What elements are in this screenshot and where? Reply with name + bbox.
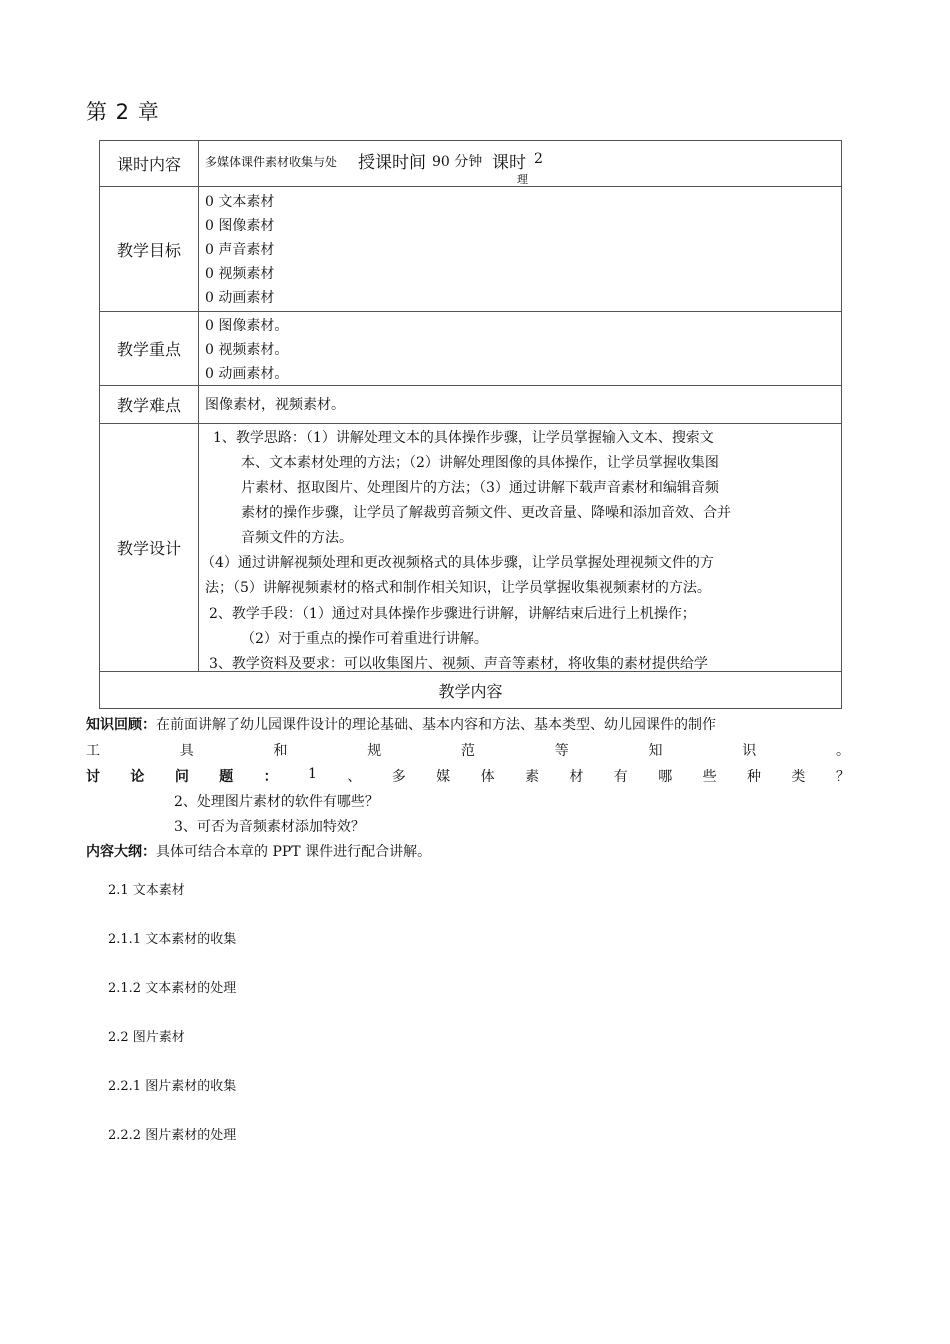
review-char: 。	[836, 743, 850, 759]
outline-item: 2.1 文本素材	[108, 883, 185, 898]
review-char: 具	[179, 743, 194, 759]
design-line: （4）通过讲解视频处理和更改视频格式的具体步骤，让学员掌握处理视频文件的方	[201, 555, 714, 571]
class-hours-value: 2	[534, 151, 543, 167]
focus-item: 0 视频素材。	[205, 342, 289, 358]
teaching-time-label: 授课时间	[358, 153, 426, 173]
content-outline-label: 内容大纲：	[86, 844, 156, 860]
focus-item: 0 动画素材。	[205, 366, 289, 382]
row-lesson-content	[100, 141, 841, 187]
lesson-content-text: 多媒体课件素材收集与处	[205, 155, 338, 169]
discussion-question-2: 2、处理图片素材的软件有哪些？	[174, 794, 379, 810]
outline-item: 2.2.1 图片素材的收集	[108, 1079, 237, 1094]
design-line: 1、教学思路：（1）讲解处理文本的具体操作步骤，让学员掌握输入文本、搜索文	[213, 430, 714, 446]
lesson-content-text-wrap: 理	[517, 173, 528, 186]
design-line: 法；（5）讲解视频素材的格式和制作相关知识，让学员掌握收集视频素材的方法。	[205, 580, 711, 596]
question-char: 体	[480, 769, 495, 785]
knowledge-review-continued	[86, 740, 850, 760]
outline-item: 2.2 图片素材	[108, 1030, 185, 1045]
row-teaching-goals	[100, 187, 841, 312]
question-char: 有	[613, 769, 628, 785]
question-char: 哪	[658, 769, 673, 785]
question-char: 些	[702, 769, 717, 785]
question-char: 材	[569, 769, 584, 785]
design-line: 片素材、抠取图片、处理图片的方法；（3）通过讲解下载声音素材和编辑音频	[241, 480, 719, 496]
question-char: 媒	[436, 769, 451, 785]
content-outline-text: 具体可结合本章的 PPT 课件进行配合讲解。	[156, 844, 432, 860]
teaching-focus-cell	[199, 312, 841, 385]
knowledge-review	[86, 714, 716, 734]
discussion-label-char: 题	[219, 769, 234, 785]
discussion-label-char: 论	[130, 769, 145, 785]
content-outline-intro	[86, 841, 431, 861]
lesson-plan-table	[99, 140, 842, 709]
knowledge-review-text: 在前面讲解了幼儿园课件设计的理论基础、基本内容和方法、基本类型、幼儿园课件的制作	[156, 717, 716, 733]
question-char: ？	[835, 769, 850, 785]
review-char: 工	[86, 743, 100, 759]
question-char: 类	[791, 769, 806, 785]
class-hours-label: 课时	[492, 153, 526, 173]
goal-item: 0 视频素材	[205, 266, 275, 282]
review-char: 知	[648, 743, 663, 759]
discussion-label-char: 问	[174, 769, 189, 785]
outline-item: 2.2.2 图片素材的处理	[108, 1128, 237, 1143]
design-line: （2）对于重点的操作可着重进行讲解。	[241, 631, 488, 647]
review-char: 规	[367, 743, 382, 759]
knowledge-review-label: 知识回顾：	[86, 717, 156, 733]
row-teaching-focus	[100, 312, 841, 386]
row-teaching-difficulty	[100, 386, 841, 424]
teaching-goals-label: 教学目标	[100, 187, 199, 311]
discussion-questions	[86, 766, 850, 786]
teaching-difficulty-label: 教学难点	[100, 386, 199, 423]
question-char: 素	[524, 769, 539, 785]
goal-item: 0 图像素材	[205, 218, 275, 234]
review-char: 范	[461, 743, 475, 759]
discussion-question-3: 3、可否为音频素材添加特效？	[174, 819, 365, 835]
discussion-label-char: ：	[263, 769, 278, 785]
question-char: 种	[747, 769, 762, 785]
difficulty-text: 图像素材，视频素材。	[205, 397, 345, 413]
chapter-title: 第 2 章	[86, 100, 160, 124]
goal-item: 0 文本素材	[205, 194, 275, 210]
outline-item: 2.1.1 文本素材的收集	[108, 932, 237, 947]
teaching-difficulty-cell	[199, 386, 841, 423]
row-teaching-design	[100, 424, 841, 672]
design-line: 2、教学手段：（1）通过对具体操作步骤进行讲解，讲解结束后进行上机操作；	[209, 606, 696, 622]
design-line: 3、教学资料及要求：可以收集图片、视频、声音等素材，将收集的素材提供给学	[209, 656, 708, 672]
design-line: 音频文件的方法。	[241, 530, 353, 546]
review-char: 等	[554, 743, 569, 759]
question-char: 1	[308, 766, 317, 782]
focus-item: 0 图像素材。	[205, 318, 289, 334]
lesson-content-label: 课时内容	[100, 141, 199, 186]
teaching-design-cell	[199, 424, 841, 671]
question-char: 、	[347, 769, 362, 785]
design-line: 素材的操作步骤，让学员了解裁剪音频文件、更改音量、降噪和添加音效、合并	[241, 505, 731, 521]
outline-item: 2.1.2 文本素材的处理	[108, 981, 237, 996]
design-line: 本、文本素材处理的方法；（2）讲解处理图像的具体操作，让学员掌握收集图	[241, 455, 719, 471]
teaching-content-heading: 教学内容	[438, 681, 503, 701]
goal-item: 0 动画素材	[205, 290, 275, 306]
review-char: 识	[742, 743, 757, 759]
teaching-focus-label: 教学重点	[100, 312, 199, 385]
discussion-label-char: 讨	[86, 769, 100, 785]
lesson-content-cell	[199, 141, 841, 186]
teaching-time-value: 90 分钟	[432, 154, 483, 170]
goal-item: 0 声音素材	[205, 242, 275, 258]
teaching-goals-cell	[199, 187, 841, 311]
question-char: 多	[391, 769, 406, 785]
teaching-design-label: 教学设计	[100, 424, 199, 671]
review-char: 和	[273, 743, 288, 759]
